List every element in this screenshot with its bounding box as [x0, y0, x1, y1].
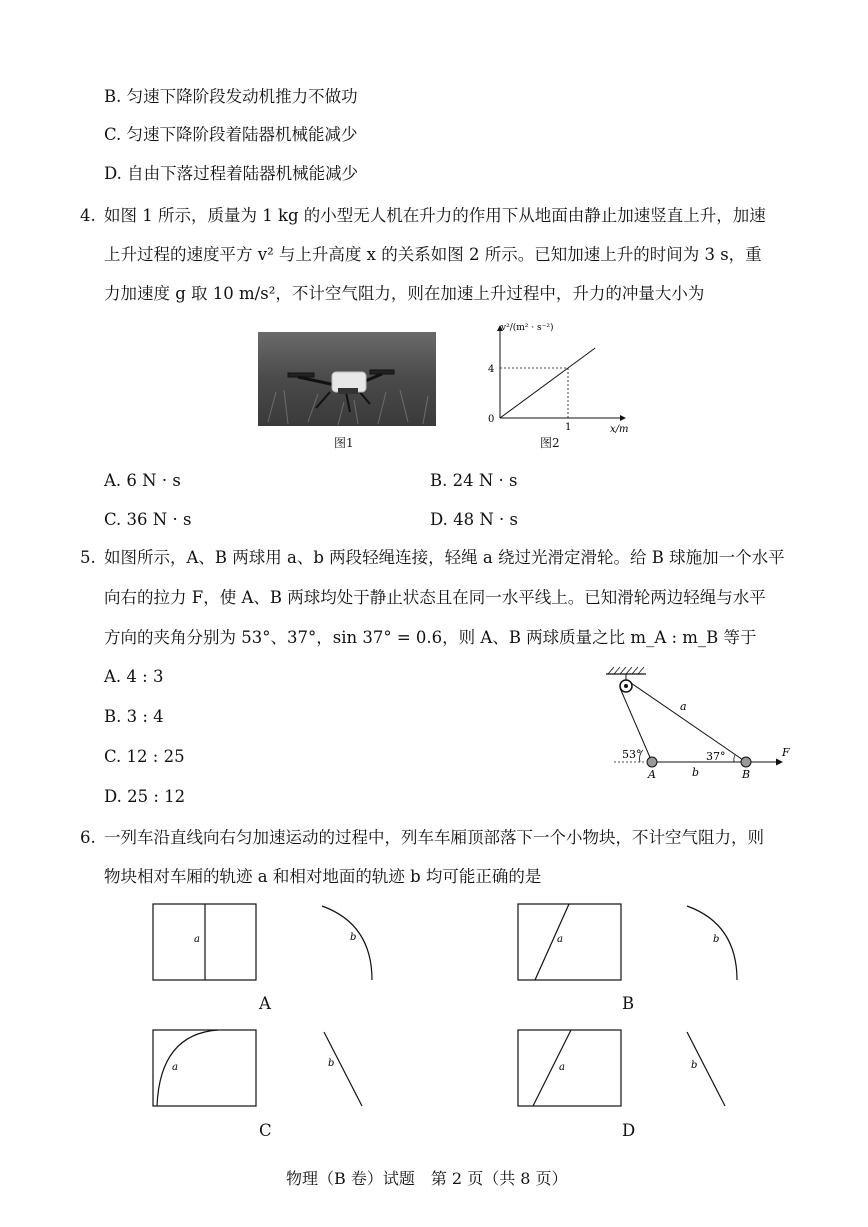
traj-b-label: b — [691, 1060, 698, 1071]
q6-label-c: C — [259, 1121, 272, 1140]
traj-b-curve — [687, 906, 737, 980]
x-tick-label: 1 — [565, 422, 572, 433]
q3-option-c: C. 匀速下降阶段着陆器机械能减少 — [104, 125, 358, 144]
q4-option-a: A. 6 N · s — [104, 471, 181, 490]
traj-a-curve — [157, 1030, 218, 1106]
ball-a — [647, 757, 657, 767]
traj-a-line — [533, 1030, 571, 1106]
q3-option-d: D. 自由下落过程着陆器机械能减少 — [104, 164, 359, 183]
x-axis-label: x/m — [610, 424, 629, 435]
traj-a-label: a — [557, 934, 563, 945]
q4-option-b: B. 24 N · s — [430, 471, 518, 490]
q6-number: 6. — [80, 828, 96, 847]
label-force: F — [782, 746, 790, 759]
ball-b — [741, 757, 751, 767]
angle-37-label: 37° — [706, 750, 726, 763]
y-tick-label: 4 — [488, 364, 495, 375]
v2-x-chart — [470, 318, 640, 438]
traj-a-line — [535, 904, 569, 980]
angle-53-label: 53° — [622, 748, 642, 761]
q6-figure-b — [515, 902, 745, 984]
series-line — [500, 348, 595, 418]
q5-option-b: B. 3 : 4 — [104, 707, 164, 726]
q5-line3: 方向的夹角分别为 53°、37°，sin 37° = 0.6，则 A、B 两球质量之比 m_A : m_B 等于 — [104, 628, 757, 647]
q4-line1: 如图 1 所示，质量为 1 kg 的小型无人机在升力的作用下从地面由静止加速竖直上升，加速 — [104, 206, 766, 225]
q5-line1: 如图所示，A、B 两球用 a、b 两段轻绳连接，轻绳 a 绕过光滑定滑轮。给 B 球施加一个水平 — [104, 548, 785, 567]
label-a-ball: A — [648, 768, 656, 781]
traj-b-label: b — [328, 1058, 335, 1069]
q6-line1: 一列车沿直线向右匀加速运动的过程中，列车车厢顶部落下一个小物块，不计空气阻力，则 — [104, 828, 764, 847]
q6-line2: 物块相对车厢的轨迹 a 和相对地面的轨迹 b 均可能正确的是 — [104, 867, 542, 886]
q6-label-b: B — [622, 994, 635, 1013]
ceiling-hatch — [606, 667, 646, 680]
q4-line3: 力加速度 g 取 10 m/s²，不计空气阻力，则在加速上升过程中，升力的冲量大小为 — [104, 284, 705, 303]
q6-figure-d — [515, 1026, 745, 1112]
traj-b-label: b — [713, 934, 720, 945]
traj-b-line — [324, 1032, 362, 1106]
q6-label-a: A — [259, 994, 271, 1013]
q6-figure-a — [150, 902, 380, 984]
traj-b-curve — [322, 906, 372, 980]
q5-option-a: A. 4 : 3 — [104, 667, 164, 686]
q6-label-d: D — [622, 1121, 636, 1140]
y-axis-label: v²/(m² · s⁻²) — [501, 323, 554, 333]
q4-line2: 上升过程的速度平方 v² 与上升高度 x 的关系如图 2 所示。已知加速上升的时间为 3 s，重 — [104, 245, 762, 264]
traj-b-label: b — [350, 932, 357, 943]
origin-label: 0 — [488, 414, 495, 425]
q3-option-b: B. 匀速下降阶段发动机推力不做功 — [104, 87, 358, 106]
q6-figure-c — [150, 1026, 380, 1112]
traj-a-label: a — [172, 1062, 178, 1073]
page-footer: 物理（B 卷）试题 第 2 页（共 8 页） — [286, 1169, 568, 1188]
q5-option-c: C. 12 : 25 — [104, 747, 185, 766]
q5-number: 5. — [80, 548, 96, 567]
label-rope-b: b — [692, 766, 700, 779]
pulley-diagram — [594, 664, 794, 784]
fig1-caption: 图1 — [334, 436, 354, 450]
q4-option-d: D. 48 N · s — [430, 510, 519, 529]
q4-number: 4. — [80, 206, 96, 225]
label-b-ball: B — [742, 768, 751, 781]
q4-option-c: C. 36 N · s — [104, 510, 192, 529]
q5-option-d: D. 25 : 12 — [104, 787, 186, 806]
fig2-caption: 图2 — [540, 436, 560, 450]
traj-a-label: a — [559, 1062, 565, 1073]
traj-a-label: a — [194, 934, 200, 945]
drone-photo — [258, 332, 436, 426]
label-rope-a: a — [680, 700, 687, 713]
q5-line2: 向右的拉力 F，使 A、B 两球均处于静止状态且在同一水平线上。已知滑轮两边轻绳与水平 — [104, 588, 766, 607]
rope-a-right — [631, 683, 746, 762]
